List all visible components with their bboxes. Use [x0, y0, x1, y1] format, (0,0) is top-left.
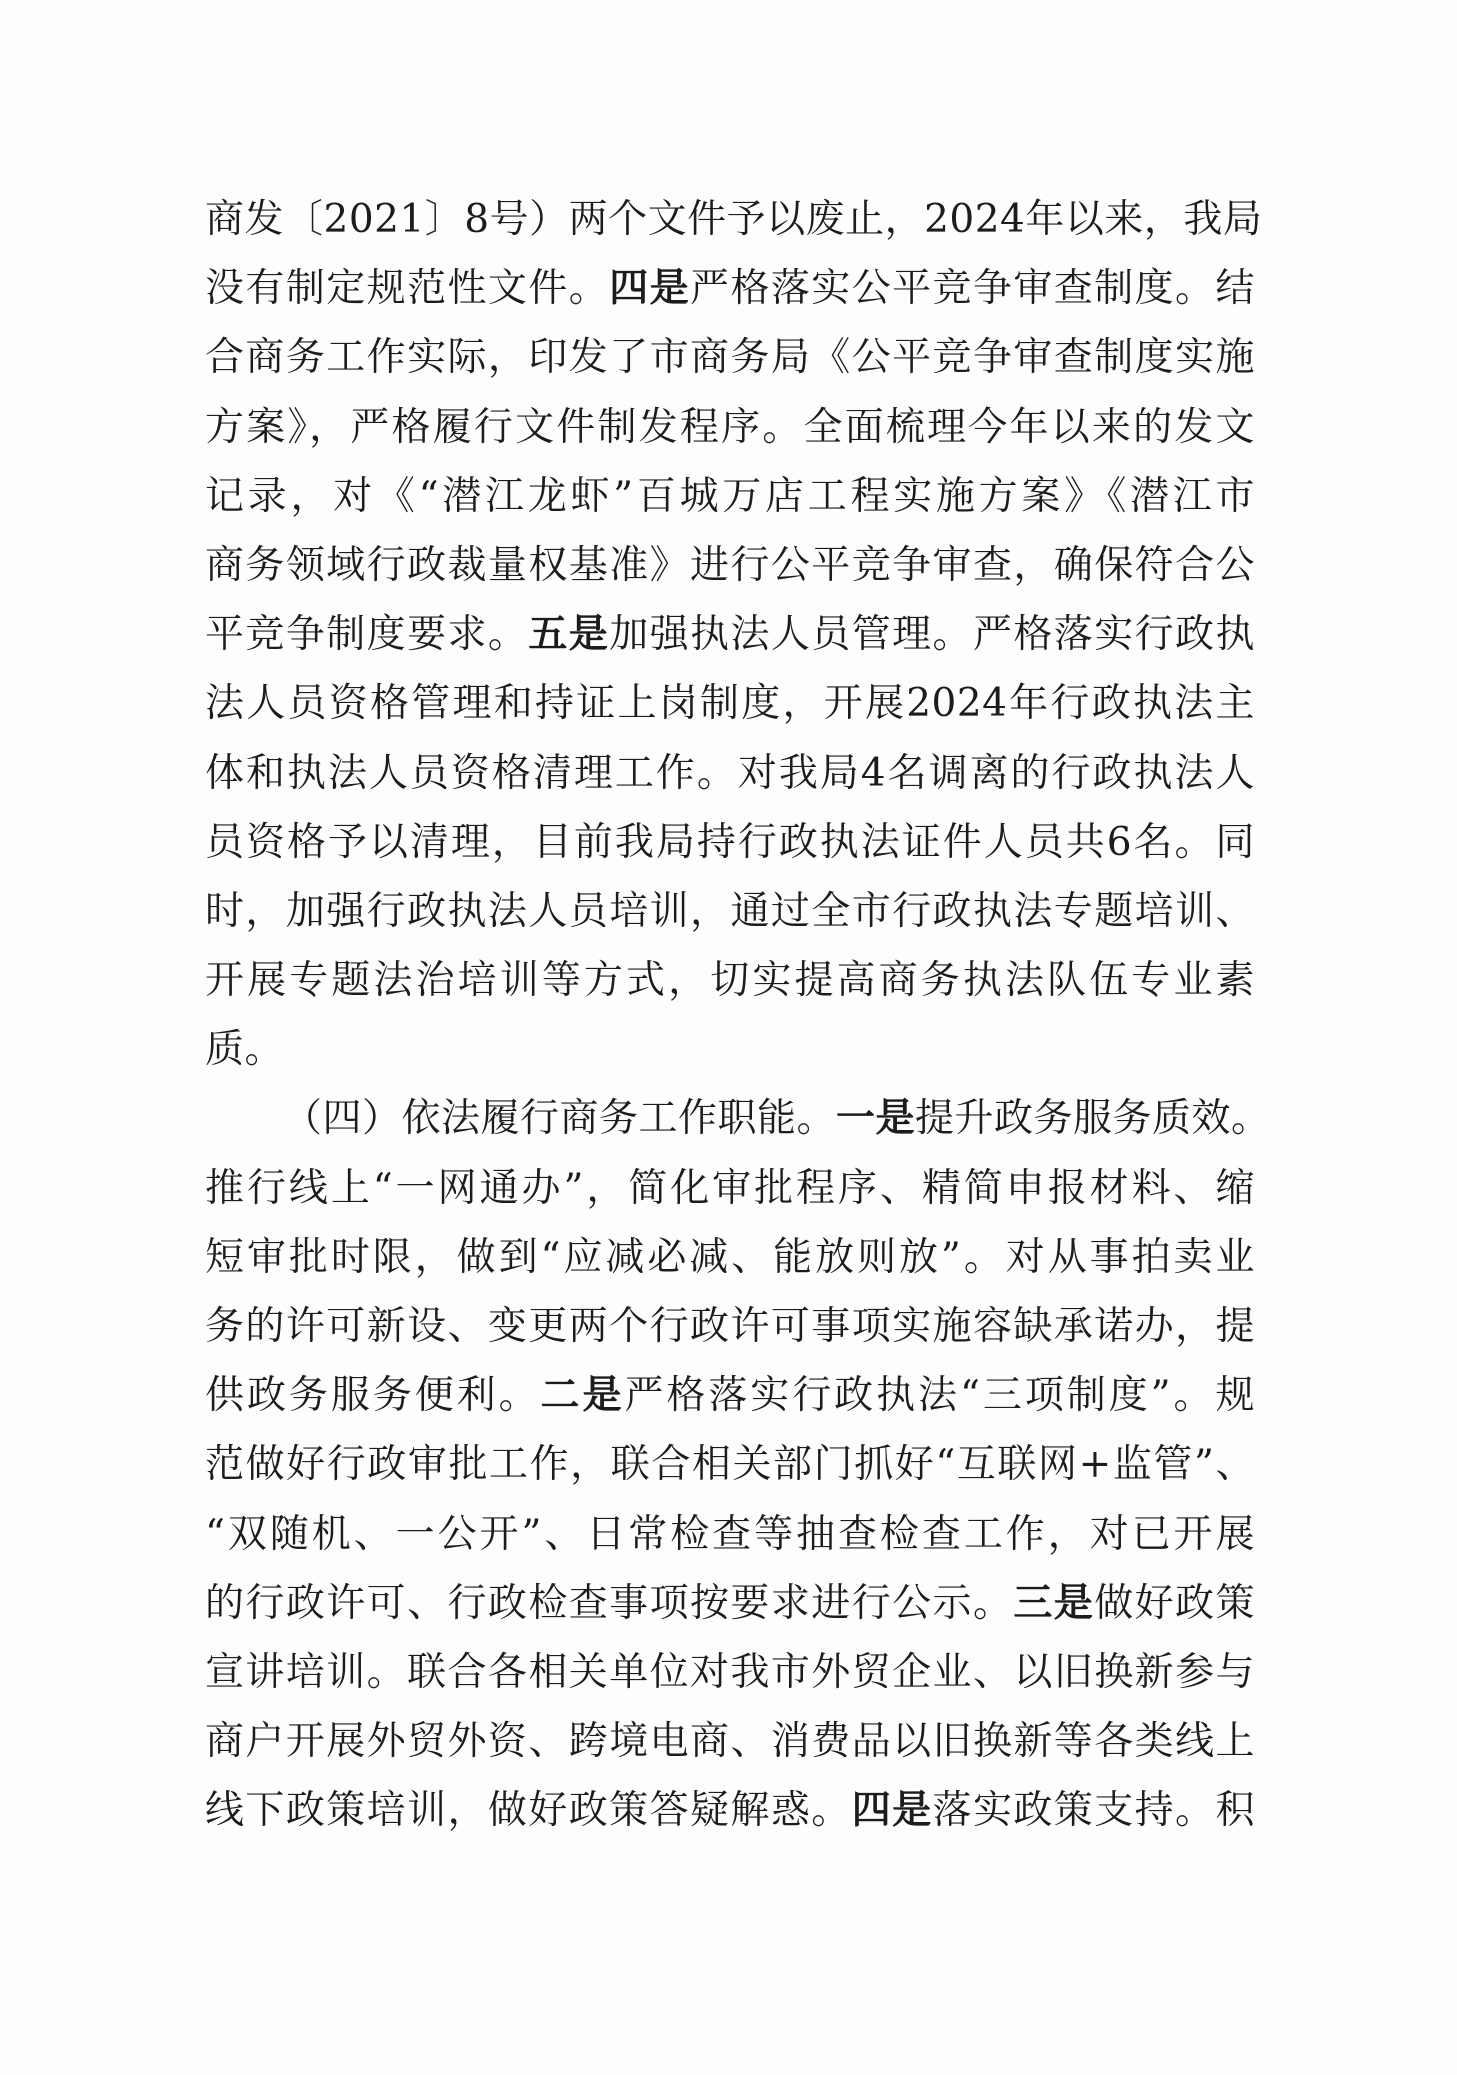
- text-segment: 员资格予以清理，目前我局持行政执法证件人员共6名。同: [205, 819, 1255, 865]
- text-line: [205, 1084, 1271, 1153]
- bold-lead-phrase: 四是: [609, 265, 691, 312]
- text-line: [205, 1361, 1255, 1430]
- text-line: [205, 1500, 1255, 1569]
- text-segment: 法人员资格管理和持证上岗制度，开展2024年行政执法主: [205, 681, 1255, 727]
- text-segment: 短审批时限，做到“应减必减、能放则放”。对从事拍卖业: [205, 1234, 1255, 1280]
- text-line: [205, 531, 1255, 600]
- text-line: [205, 946, 1255, 1015]
- text-line: [205, 808, 1255, 877]
- text-segment: 商务领域行政裁量权基准》进行公平竞争审查，确保符合公: [205, 542, 1255, 588]
- text-segment: 务的许可新设、变更两个行政许可事项实施容缺承诺办，提: [205, 1304, 1255, 1349]
- text-segment: 范做好行政审批工作，联合相关部门抓好“互联网+监管”、: [205, 1442, 1255, 1488]
- text-line: [205, 600, 1255, 669]
- text-segment: 开展专题法治培训等方式，切实提高商务执法队伍专业素: [205, 958, 1255, 1004]
- text-segment: 做好政策: [1094, 1580, 1255, 1626]
- text-segment: “双随机、一公开”、日常检查等抽查检查工作，对已开展: [205, 1511, 1255, 1557]
- text-line: [205, 462, 1255, 531]
- text-segment: 推行线上“一网通办”，简化审批程序、精简申报材料、缩: [205, 1165, 1255, 1211]
- text-line: [205, 1015, 1255, 1084]
- document-body-text: [205, 185, 1271, 1846]
- text-segment: 合商务工作实际，印发了市商务局《公平竞争审查制度实施: [205, 335, 1255, 381]
- text-line: [205, 323, 1255, 392]
- bold-lead-phrase: 四是: [851, 1787, 933, 1834]
- text-line: [205, 1223, 1255, 1292]
- text-segment: 线下政策培训，做好政策答疑解惑。: [205, 1788, 852, 1834]
- text-line: [205, 669, 1255, 738]
- text-segment: 提升政务服务质效。: [915, 1096, 1271, 1142]
- bold-lead-phrase: 三是: [1013, 1579, 1095, 1626]
- text-segment: 供政务服务便利。: [205, 1373, 541, 1419]
- bold-lead-phrase: 五是: [528, 611, 610, 658]
- text-line: [205, 393, 1255, 462]
- text-line: [205, 1638, 1255, 1707]
- text-segment: （四）依法履行商务工作职能。: [283, 1096, 837, 1142]
- text-line: [205, 1776, 1255, 1845]
- text-line: [205, 877, 1255, 946]
- text-segment: 时，加强行政执法人员培训，通过全市行政执法专题培训、: [205, 888, 1255, 934]
- text-segment: 方案》，严格履行文件制发程序。全面梳理今年以来的发文: [205, 404, 1255, 450]
- text-segment: 记录，对《“潜江龙虾”百城万店工程实施方案》《潜江市: [205, 473, 1255, 519]
- text-line: [205, 254, 1255, 323]
- text-segment: 商户开展外贸外资、跨境电商、消费品以旧换新等各类线上: [205, 1719, 1255, 1765]
- text-segment: 落实政策支持。积: [932, 1788, 1255, 1834]
- text-segment: 加强执法人员管理。严格落实行政执: [609, 612, 1255, 658]
- text-line: [205, 1569, 1255, 1638]
- text-segment: 宣讲培训。联合各相关单位对我市外贸企业、以旧换新参与: [205, 1649, 1255, 1695]
- bold-lead-phrase: 二是: [540, 1372, 625, 1419]
- bold-lead-phrase: 一是: [836, 1095, 916, 1142]
- text-line: [205, 185, 1263, 254]
- text-line: [205, 1154, 1255, 1223]
- text-segment: 的行政许可、行政检查事项按要求进行公示。: [205, 1580, 1014, 1626]
- text-segment: 严格落实行政执法“三项制度”。规: [624, 1373, 1255, 1419]
- text-line: [205, 739, 1255, 808]
- text-segment: 体和执法人员资格清理工作。对我局4名调离的行政执法人: [205, 750, 1255, 796]
- text-segment: 质。: [205, 1027, 285, 1073]
- text-line: [205, 1430, 1255, 1499]
- text-segment: 严格落实公平竞争审查制度。结: [690, 266, 1255, 312]
- text-segment: 平竞争制度要求。: [205, 612, 529, 658]
- text-line: [205, 1707, 1255, 1776]
- text-segment: 没有制定规范性文件。: [205, 266, 610, 312]
- text-line: [205, 1292, 1255, 1361]
- text-segment: 商发〔2021〕8号）两个文件予以废止，2024年以来，我局: [205, 197, 1263, 242]
